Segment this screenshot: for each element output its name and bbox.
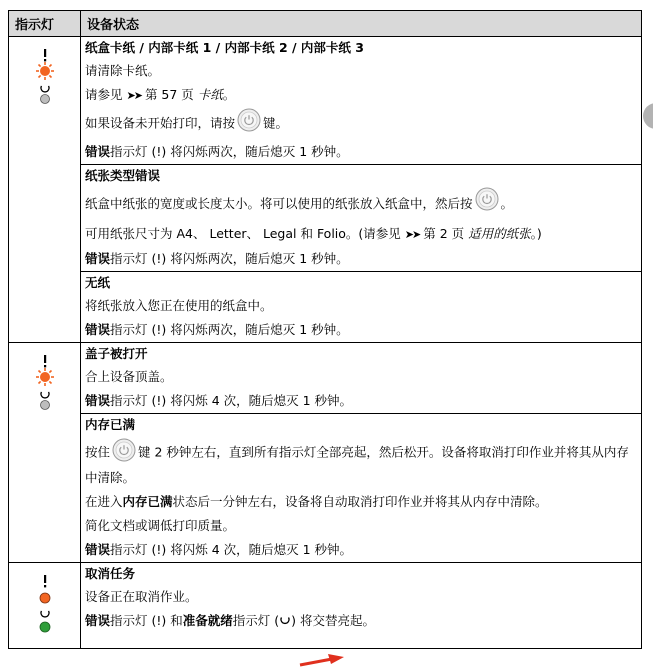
ready-label: 准备就绪 xyxy=(182,613,233,628)
table-row-memory-full xyxy=(9,414,642,563)
status-cell-paper-jam xyxy=(81,37,642,165)
press-go-line xyxy=(85,108,637,140)
error-label: 错误 xyxy=(85,613,111,628)
sizes-end: 。) xyxy=(530,226,542,241)
hold-go-instruction xyxy=(85,436,637,490)
alt-mid-text: 指示灯 (!) 和 xyxy=(110,613,183,628)
error-note-text: 指示灯 (!) 将闪烁 4 次，随后熄灭 1 秒钟。 xyxy=(110,393,353,408)
error-note-text: 指示灯 (!) 将闪烁两次，随后熄灭 1 秒钟。 xyxy=(110,251,349,266)
status-cell-cover-open xyxy=(81,343,642,414)
auto-suffix: 状态后一分钟左右，设备将自动取消打印作业并将其从内存中清除。 xyxy=(172,494,548,509)
row-title-cover-open: 盖子被打开 xyxy=(85,346,148,361)
error-blink-note xyxy=(85,389,637,413)
alternating-note xyxy=(85,609,637,634)
error-note-text: 指示灯 (!) 将闪烁两次，随后熄灭 1 秒钟。 xyxy=(110,144,349,159)
error-label: 错误 xyxy=(85,322,111,337)
available-sizes-line xyxy=(85,222,637,247)
error-blink-note xyxy=(85,318,637,342)
alt-end-text: 指示灯 ( xyxy=(232,613,280,628)
hold-prefix: 按住 xyxy=(85,444,111,460)
header-indicator: 指示灯 xyxy=(9,11,81,37)
error-note-text: 指示灯 (!) 将闪烁两次，随后熄灭 1 秒钟。 xyxy=(110,322,349,337)
jam-reference-line xyxy=(85,83,637,108)
error-and-ready-led-icon xyxy=(33,575,57,639)
ref-end: 。 xyxy=(222,87,236,102)
error-blink-note xyxy=(85,140,637,164)
error-label: 错误 xyxy=(85,542,111,557)
error-label: 错误 xyxy=(85,144,111,159)
sizes-page: 第 2 页 xyxy=(423,226,465,241)
press-prefix: 如果设备未开始打印，请按 xyxy=(85,115,236,131)
table-row-cancel-job xyxy=(9,563,642,649)
go-button-icon xyxy=(112,438,136,468)
led-group-error-blink xyxy=(9,37,80,111)
error-note-text: 指示灯 (!) 将闪烁 4 次，随后熄灭 1 秒钟。 xyxy=(110,542,353,557)
table-header-row xyxy=(9,11,642,37)
memory-full-label: 内存已满 xyxy=(122,494,173,509)
ref-page: 第 57 页 xyxy=(144,87,194,102)
hold-suffix: 键 2 秒钟左右，直到所有指示灯全部亮起，然后松开。设备将取消打印作业并将其从内存中清除。 xyxy=(85,444,629,485)
load-paper-text: 将纸张放入您正在使用的纸盒中。 xyxy=(85,298,273,313)
led-group-alternating xyxy=(9,563,80,639)
row-title-paper-type: 纸张类型错误 xyxy=(85,168,161,183)
table-row-no-paper xyxy=(9,272,642,343)
go-button-icon xyxy=(237,108,261,140)
table-row-paper-jam xyxy=(9,37,642,165)
next-page-arrow-icon[interactable] xyxy=(298,653,346,667)
row-title-paper-jam: 纸盒卡纸 / 内部卡纸 1 / 内部卡纸 2 / 内部卡纸 3 xyxy=(85,40,364,55)
simplify-document-text: 简化文档或调低打印质量。 xyxy=(85,518,236,533)
indicator-cell-jam xyxy=(9,37,81,343)
error-blink-note xyxy=(85,247,637,271)
clear-jam-text: 请清除卡纸。 xyxy=(85,63,161,78)
sizes-text: 可用纸张尺寸为 A4、 Letter、 Legal 和 Folio。(请参见 xyxy=(85,226,401,241)
row-title-cancel-job: 取消任务 xyxy=(85,566,136,581)
error-led-blinking-icon xyxy=(33,49,57,111)
error-label: 错误 xyxy=(85,251,111,266)
ref-link-paper[interactable]: 适用的纸张 xyxy=(468,226,531,241)
status-cell-paper-type xyxy=(81,165,642,272)
alt-end-text-2: ) 将交替亮起。 xyxy=(291,613,375,628)
go-button-icon xyxy=(475,187,499,222)
paper-instruction-end: 。 xyxy=(500,196,514,211)
table-row-paper-type-error xyxy=(9,165,642,272)
status-cell-no-paper xyxy=(81,272,642,343)
paper-size-instruction xyxy=(85,187,637,222)
error-label: 错误 xyxy=(85,393,111,408)
led-status-table xyxy=(8,10,642,649)
led-group-error-blink xyxy=(9,343,80,417)
double-chevron-icon: ➤➤ xyxy=(126,89,141,102)
ref-prefix: 请参见 xyxy=(85,87,123,102)
chapter-side-tab xyxy=(643,103,653,129)
auto-cancel-line xyxy=(85,490,637,514)
double-chevron-icon: ➤➤ xyxy=(404,228,420,241)
indicator-cell-cover xyxy=(9,343,81,563)
paper-instruction-text: 纸盒中纸张的宽度或长度太小。将可以使用的纸张放入纸盒中，然后按 xyxy=(85,196,473,211)
ready-led-symbol-icon xyxy=(279,610,291,634)
ref-link-jam[interactable]: 卡纸 xyxy=(197,87,223,102)
row-title-no-paper: 无纸 xyxy=(85,275,111,290)
row-title-memory-full: 内存已满 xyxy=(85,417,136,432)
press-suffix: 键。 xyxy=(263,115,289,131)
error-blink-note xyxy=(85,538,637,562)
auto-prefix: 在进入 xyxy=(85,494,123,509)
cancelling-text: 设备正在取消作业。 xyxy=(85,589,198,604)
status-cell-cancel-job xyxy=(81,563,642,649)
indicator-cell-cancel xyxy=(9,563,81,649)
header-device-status: 设备状态 xyxy=(81,11,642,37)
close-cover-text: 合上设备顶盖。 xyxy=(85,369,173,384)
table-row-cover-open xyxy=(9,343,642,414)
error-led-blinking-icon xyxy=(33,355,57,417)
status-cell-memory-full xyxy=(81,414,642,563)
